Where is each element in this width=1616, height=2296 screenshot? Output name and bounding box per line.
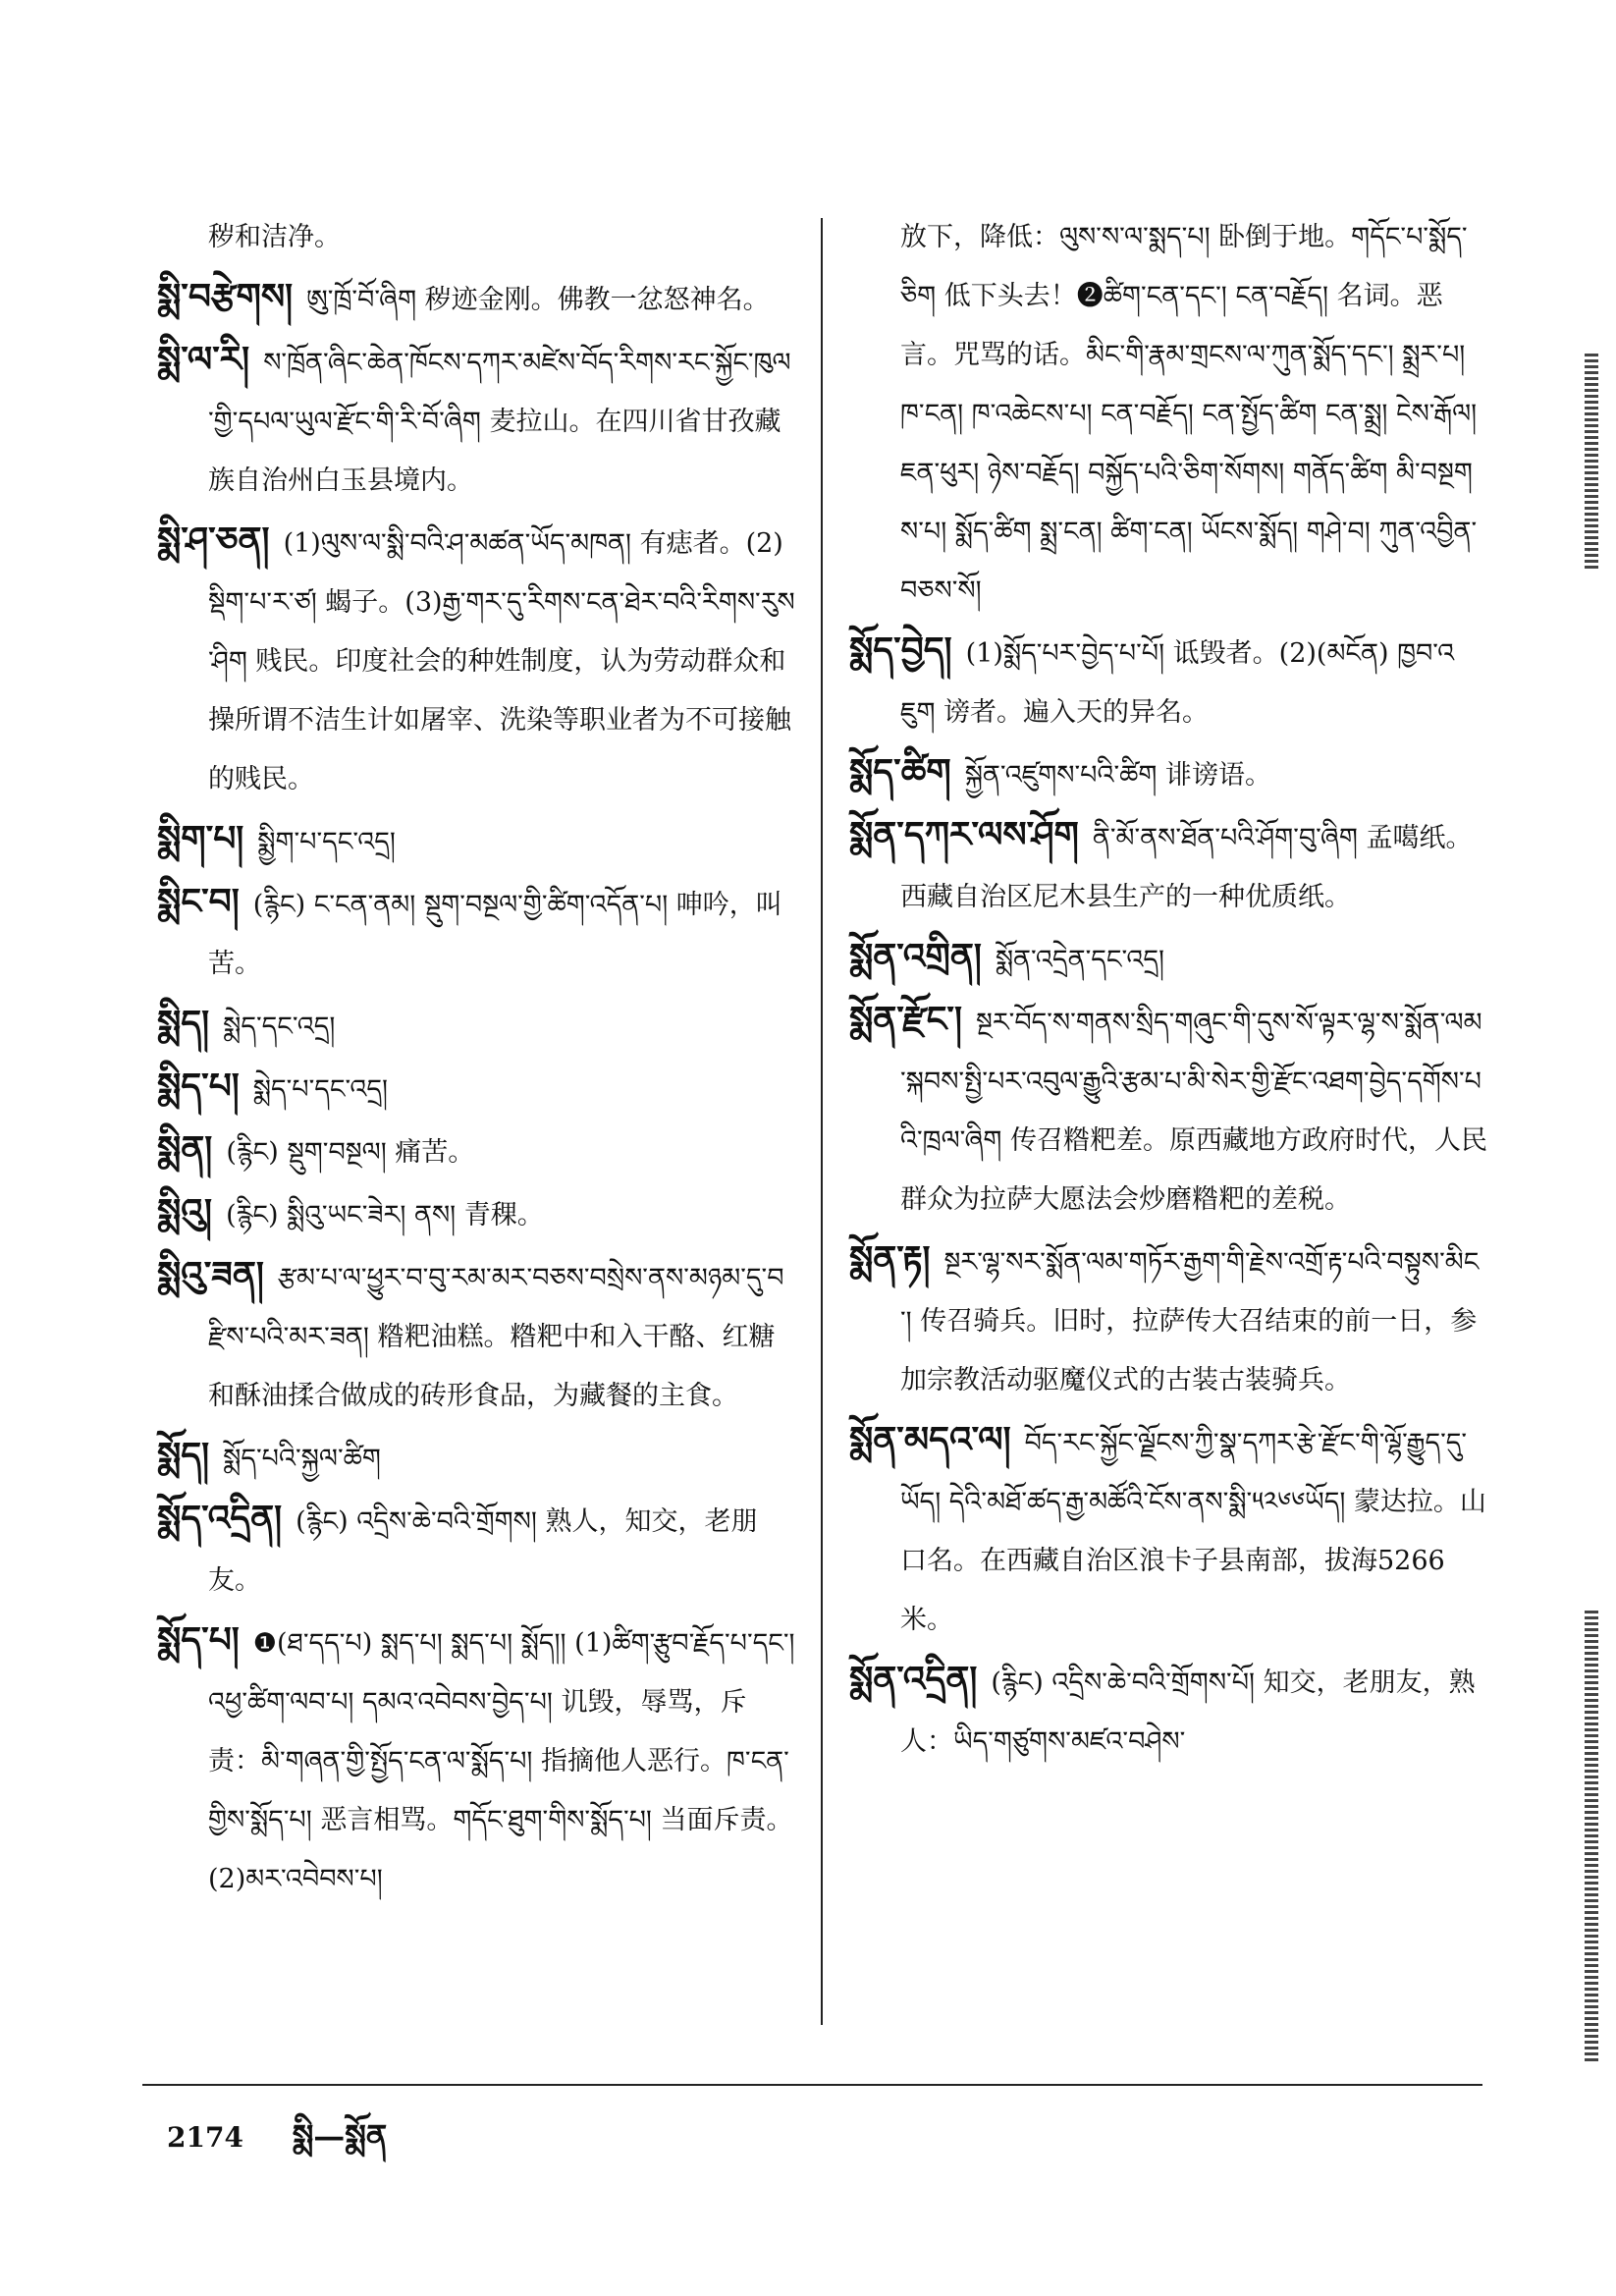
entry-headword: སྨོད་འདྲིན། — [157, 1498, 283, 1539]
entry-headword: སྨོད་ཚིག — [849, 751, 951, 793]
entry-headword: སྨོན་མདའ་ལ། — [849, 1419, 1011, 1460]
entry-definition: སྔར་བོད་ས་གནས་སྲིད་གཞུང་གི་དུས་སོ་ལྟར་ལྷ་ས་སྨོན་ལམ་སྐབས་སྤྱི་པར་འབུལ་རྒྱུའི་རྩམ་པ་མི་སེར་གྱི་རྫོང་འཐག་བྱེད་དགོས་པའི་ཁྲལ་ཞིག 传召糌粑差。原西藏地方政府时代，人民群众为拉萨大愿法会炒磨糌粑的差税。 — [900, 1008, 1487, 1215]
entry-definition: རྩམ་པ་ལ་ཕྱུར་བ་བུ་རམ་མར་བཅས་བསྲེས་ནས་མཉམ་དུ་བརྫིས་པའི་མར་ཟན། 糌粑油糕。糌粑中和入干酪、红糖和酥油揉合做成的砖形食品，为藏餐的主食。 — [208, 1263, 784, 1411]
page-number: 2174 — [167, 2121, 243, 2154]
dictionary-entry — [849, 1410, 1487, 1650]
entry-headword: སྨི་ཤ་ཅན། — [157, 519, 270, 561]
entry-definition: སྨོན་འདྲེན་དང་འདྲ། — [995, 945, 1164, 975]
entry-headword: སྨོན་དཀར་ལས་ཤོག — [849, 814, 1079, 855]
entry-headword: སྨོད། — [157, 1435, 210, 1476]
right-column — [849, 208, 1487, 1772]
entry-headword: སྨིའུ་ཟན། — [157, 1254, 264, 1295]
entry-headword: སྨིད་པ། — [157, 1066, 240, 1107]
entry-definition: སྐྱོན་འཛུགས་པའི་ཚིག 诽谤语。 — [964, 760, 1271, 791]
entry-definition: 秽和洁净。 — [208, 222, 341, 252]
entry-definition: སྨེད་དང་འདྲ། — [223, 1011, 336, 1042]
dictionary-entry — [849, 1650, 1487, 1772]
entry-definition: (1)སྨོད་པར་བྱེད་པ་པོ། 诋毁者。(2)(མངོན) ཁྱབ་འཇུག 谤者。遍入天的异名。 — [900, 638, 1455, 728]
entry-headword: སྨིག་པ། — [157, 818, 244, 859]
dictionary-entry — [849, 208, 1487, 621]
dictionary-entry — [157, 208, 795, 267]
dictionary-entry — [157, 1120, 795, 1182]
entry-headword: སྨི་ལ་རི། — [157, 339, 250, 380]
entry-definition: (རྙིང) སྡུག་བསྔལ། 痛苦。 — [226, 1137, 475, 1168]
entry-definition: (རྙིང) འདྲིས་ཆེ་བའི་གྲོགས་པོ། 知交，老朋友，熟人：ཡིད་གཙུགས་མཛའ་བཤེས་ — [900, 1667, 1476, 1757]
column-divider — [821, 218, 823, 2025]
dictionary-entry — [849, 927, 1487, 990]
page-range: སྨི—སྨོན — [292, 2117, 388, 2155]
entry-headword: སྨིད། — [157, 1003, 210, 1044]
entry-headword: སྨོད་པ། — [157, 1619, 240, 1661]
entry-headword: སྨི་བརྩེགས། — [157, 276, 294, 317]
entry-headword: སྨིང་བ། — [157, 881, 240, 922]
dictionary-entry — [157, 872, 795, 994]
entry-definition: སྨེད་པ་དང་འདྲ། — [252, 1074, 388, 1105]
entry-definition: 放下，降低：ལུས་ས་ལ་སྨད་པ། 卧倒于地。གདོང་པ་སྨོད་ཅིག 低下头去！❷ཚིག་ངན་དང་། ངན་བརྗོད། 名词。恶言。咒骂的话。མིང་གི་རྣམ་གྲངས་ལ་ཀུན་སྨོད་དང་། སྨྲར་པ། ཁ་ངན། ཁ་འཆེངས་པ། ངན་བརྗོད། ངན་སྤྱོད་ཚིག ངན་སྨྲ། ངེས་རྒོལ། ཇན་ཕུར། ཉེས་བརྗོད། བསྐྱོད་པའི་ཅིག་སོགས། གནོད་ཚིག མི་བསྔགས་པ། སྨོད་ཚིག སྨྲ་ངན། ཚིག་ངན། ཡོངས་སྨོད། གཤེ་བ། ཀུན་འབྱིན་བཅས་སོ། — [900, 222, 1485, 606]
dictionary-entry — [157, 1182, 795, 1245]
entry-definition: ནི་མོ་ནས་ཐོན་པའི་ཤོག་བུ་ཞིག 孟噶纸。西藏自治区尼木县生产的一种优质纸。 — [900, 823, 1473, 912]
footer-rule — [142, 2084, 1482, 2086]
edge-scan-marks-lower — [1585, 1611, 1598, 2062]
page-footer — [167, 2102, 387, 2190]
entry-definition: (རྙིང) འདྲིས་ཆེ་བའི་གྲོགས། 熟人，知交，老朋友。 — [208, 1506, 758, 1596]
dictionary-entry — [157, 809, 795, 872]
entry-definition: སྨྱིག་པ་དང་འདྲ། — [257, 827, 396, 857]
dictionary-entry — [849, 990, 1487, 1230]
dictionary-entry — [157, 1057, 795, 1120]
dictionary-entry — [157, 330, 795, 511]
entry-headword: སྨོན་འདྲིན། — [849, 1659, 978, 1700]
dictionary-entry — [157, 511, 795, 809]
dictionary-entry — [157, 1426, 795, 1489]
entry-definition: སྨོད་པའི་སྐྱལ་ཚིག — [223, 1444, 381, 1474]
dictionary-entry — [157, 1611, 804, 1909]
dictionary-entry — [157, 1489, 795, 1611]
left-column — [157, 208, 804, 1909]
entry-definition: (1)ལུས་ལ་སྨི་བའི་ཤ་མཚན་ཡོད་མཁན། 有痣者。(2)སྡིག་པ་ར་ཙ། 蝎子。(3)རྒྱ་གར་དུ་རིགས་ངན་ཐེར་བའི་རིགས་རུས་ཤིག 贱民。印度社会的种姓制度，认为劳动群众和操所谓不洁生计如屠宰、洗染等职业者为不可接触的贱民。 — [208, 528, 795, 794]
dictionary-entry — [849, 805, 1487, 927]
entry-definition: (རྙིང) ང་ངན་ནམ། སྡུག་བསྔལ་གྱི་ཚིག་འདོན་པ། 呻吟，叫苦。 — [208, 890, 782, 979]
entry-definition: ཨུ་ཁྲོ་བོ་ཞིག 秽迹金刚。佛教一忿怒神名。 — [306, 285, 770, 315]
dictionary-entry — [157, 1245, 795, 1426]
entry-definition: སྔར་ལྷ་སར་སྨོན་ལམ་གཏོར་རྒྱག་གི་རྗེས་འགྲོ་རྟ་པའི་བསྟུས་མིང་། 传召骑兵。旧时，拉萨传大召结束的前一日，参加宗教活动驱魔仪式的古装古装骑兵。 — [900, 1247, 1480, 1395]
entry-definition: (རྙིང) སྨིའུ་ཡང་ཟེར། ནས། 青稞。 — [226, 1200, 544, 1230]
entry-definition: བོད་རང་སྐྱོང་ལྗོངས་ཀྱི་སྣ་དཀར་རྩེ་རྫོང་གི་ལྷོ་རྒྱུད་དུ་ཡོད། དེའི་མཐོ་ཚད་རྒྱ་མཚོའི་ངོས་ནས་སྨི་༥༢༦༦ཡོད། 蒙达拉。山口名。在西藏自治区浪卡子县南部，拔海5266米。 — [900, 1428, 1486, 1635]
entry-headword: སྨོན་འགྲིན། — [849, 936, 982, 977]
dictionary-entry — [849, 1230, 1487, 1410]
entry-headword: སྨོན་རྫོང་། — [849, 999, 962, 1040]
entry-definition: ❶(ཐ་དད་པ) སྨད་པ། སྨད་པ། སྨོད།། (1)ཚིག་རྩུབ་རྗོད་པ་དང་། འཕྱ་ཚིག་ལབ་པ། དམའ་འབེབས་བྱེད་པ། 讥毁，辱骂，斥责：མི་གཞན་གྱི་སྤྱོད་ངན་ལ་སྨོད་པ། 指摘他人恶行。ཁ་ངན་གྱིས་སྨོད་པ། 恶言相骂。གདོང་ཐུག་གིས་སྨོད་པ། 当面斥责。(2)མར་འབེབས་པ། — [208, 1628, 804, 1894]
entry-definition: ས་ཁྲོན་ཞིང་ཆེན་ཁོངས་དཀར་མཛེས་བོད་རིགས་རང་སྐྱོང་ཁུལ་གྱི་དཔལ་ཡུལ་རྫོང་གི་རི་བོ་ཞིག 麦拉山。在四川省甘孜藏族自治州白玉县境内。 — [208, 348, 791, 496]
edge-scan-marks — [1585, 354, 1598, 570]
entry-headword: སྨིན། — [157, 1128, 213, 1170]
entry-headword: སྨིའུ། — [157, 1191, 213, 1232]
dictionary-entry — [849, 742, 1487, 805]
dictionary-entry — [849, 621, 1487, 742]
entry-headword: སྨོན་རྟ། — [849, 1238, 931, 1280]
dictionary-entry — [157, 994, 795, 1057]
entry-headword: སྨོད་བྱེད། — [849, 629, 952, 671]
dictionary-entry — [157, 267, 795, 330]
